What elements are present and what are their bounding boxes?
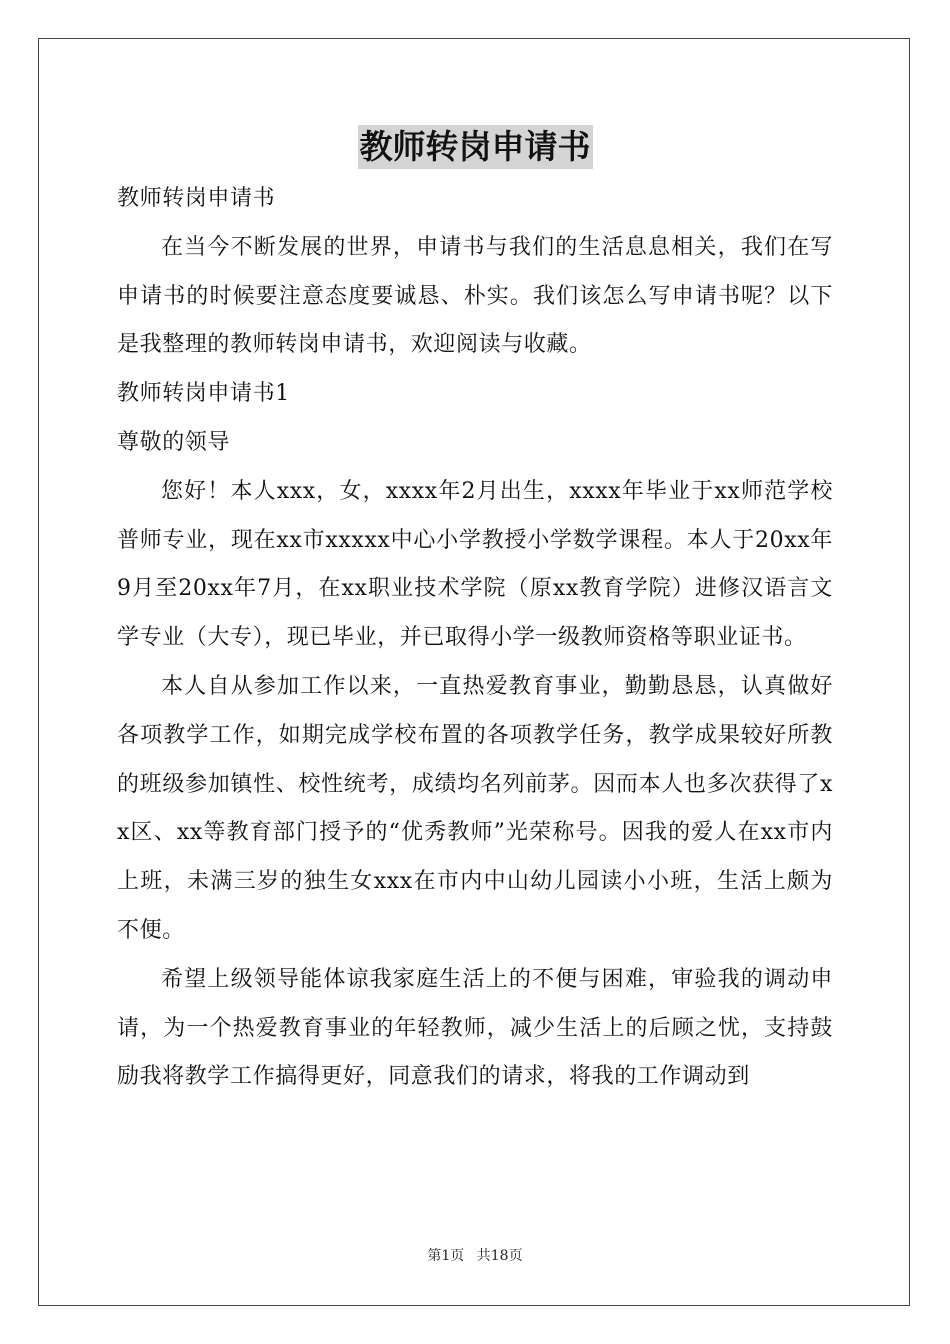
total-pages: 共18页 — [476, 1248, 523, 1264]
title-container — [0, 125, 950, 169]
body-paragraph-3: 希望上级领导能体谅我家庭生活上的不便与困难，审验我的调动申请，为一个热爱教育事业的年轻教师，减少生活上的后顾之忧，支持鼓励我将教学工作搞得更好，同意我们的请求，将我的工作调动到 — [117, 966, 833, 1090]
body-paragraph-2: 本人自从参加工作以来，一直热爱教育事业，勤勤恳恳，认真做好各项教学工作，如期完成学校布置的各项教学任务，教学成果较好所教的班级参加镇性、校性统考，成绩均名列前茅。因而本人也多次获得了xx区、xx等教育部门授予的“优秀教师”光荣称号。因我的爱人在xx市内上班，未满三岁的独生女xxx在市内中山幼儿园读小小班，生活上颇为不便。 — [117, 673, 833, 943]
document-body — [117, 175, 833, 1102]
document-title: 教师转岗申请书 — [358, 125, 593, 169]
section-heading: 教师转岗申请书1 — [117, 381, 290, 407]
body-paragraph-1: 您好！本人xxx，女，xxxx年2月出生，xxxx年毕业于xx师范学校普师专业，现在xx市xxxxx中心小学教授小学数学课程。本人于20xx年9月至20xx年7月，在xx职业技术学院（原xx教育学院）进修汉语言文学专业（大专），现已毕业，并已取得小学一级教师资格等职业证书。 — [117, 478, 833, 651]
page-footer — [0, 1245, 950, 1265]
page-number: 第1页 — [427, 1248, 465, 1264]
salutation: 尊敬的领导 — [117, 429, 231, 455]
intro-paragraph: 在当今不断发展的世界，申请书与我们的生活息息相关，我们在写申请书的时候要注意态度要诚恳、朴实。我们该怎么写申请书呢？以下是我整理的教师转岗申请书，欢迎阅读与收藏。 — [117, 234, 833, 358]
document-subtitle: 教师转岗申请书 — [117, 186, 276, 211]
